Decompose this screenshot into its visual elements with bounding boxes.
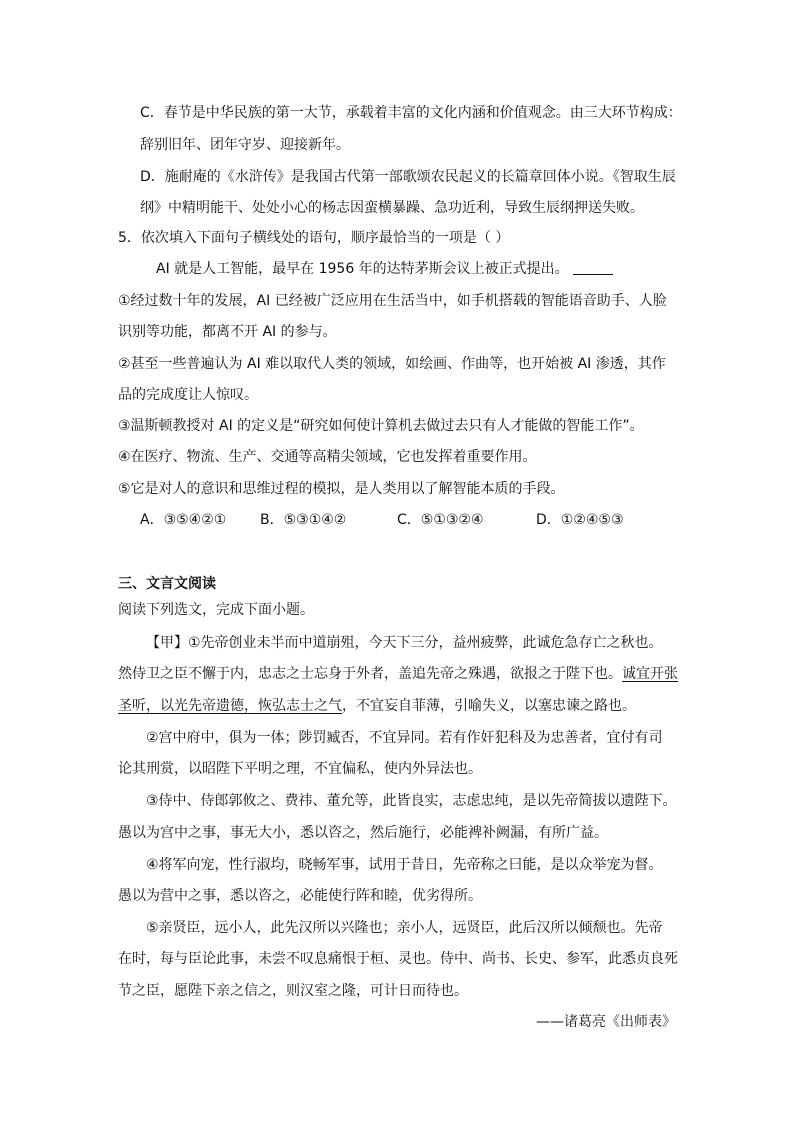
option-b: B．⑤③①④②	[260, 512, 347, 528]
option-a: A．③⑤④②①	[140, 512, 227, 528]
question-5-lead-sentence	[156, 259, 613, 279]
passage-p4-line2: 愚以为营中之事，悉以咨之，必能使行阵和睦，优劣得所。	[118, 888, 482, 904]
answer-blank	[573, 260, 613, 275]
passage-p1-line1: 【甲】①先帝创业未半而中道崩殂，今天下三分，益州疲弊，此诚危急存亡之秋也。	[146, 635, 663, 651]
passage-p5-line1: ⑤亲贤臣，远小人，此先汉所以兴隆也；亲小人，远贤臣，此后汉所以倾颓也。先帝	[146, 920, 663, 936]
option-c-line1: C．春节是中华民族的第一大节，承载着丰富的文化内涵和价值观念。由三大环节构成：	[140, 105, 682, 121]
option-c: C．⑤①③②④	[397, 512, 484, 528]
option-c-line2: 辞别旧年、团年守岁、迎接新年。	[140, 137, 350, 153]
sentence-2-line2: 品的完成度让人惊叹。	[118, 387, 258, 403]
option-d-line1: D．施耐庵的《水浒传》是我国古代第一部歌颂农民起义的长篇章回体小说。《智取生辰	[140, 169, 676, 185]
passage-attribution: ——诸葛亮《出师表》	[536, 1014, 676, 1030]
sentence-1-line2: 识别等功能，都离不开 AI 的参与。	[118, 324, 337, 340]
passage-p1-line3-text: ，不宜妄自菲薄，引喻失义，以塞忠谏之路也。	[342, 698, 636, 714]
section-heading: 三、文言文阅读	[118, 576, 216, 592]
passage-p1-line2-text: 然侍卫之臣不懈于内，忠志之士忘身于外者，盖追先帝之殊遇，欲报之于陛下也。	[118, 666, 622, 682]
passage-p2-line2: 论其刑赏，以昭陛下平明之理，不宜偏私，使内外异法也。	[118, 761, 482, 777]
option-d: D．①②④⑤③	[536, 512, 624, 528]
underlined-phrase-end: 圣听，以光先帝遗德，恢弘志士之气	[118, 698, 342, 714]
sentence-1-line1: ①经过数十年的发展，AI 已经被广泛应用在生活当中，如手机搭载的智能语音助手、人脸	[118, 293, 667, 309]
sentence-2-line1: ②甚至一些普遍认为 AI 难以取代人类的领域，如绘画、作曲等，也开始被 AI 渗透，其作	[118, 356, 666, 372]
passage-p5-line2: 在时，每与臣论此事，未尝不叹息痛恨于桓、灵也。侍中、尚书、长史、参军，此悉贞良死	[118, 951, 678, 967]
passage-p5-line3: 节之臣，愿陛下亲之信之，则汉室之隆，可计日而待也。	[118, 983, 468, 999]
passage-p3-line1: ③侍中、侍郎郭攸之、费祎、董允等，此皆良实，志虑忠纯，是以先帝简拔以遗陛下。	[146, 793, 677, 809]
passage-p4-line1: ④将军向宠，性行淑均，晓畅军事，试用于昔日，先帝称之曰能，是以众举宠为督。	[146, 857, 663, 873]
section-instruction: 阅读下列选文，完成下面小题。	[118, 602, 314, 618]
passage-p1-line2	[118, 664, 678, 684]
passage-p3-line2: 愚以为宫中之事，事无大小，悉以咨之，然后施行，必能裨补阙漏，有所广益。	[118, 825, 608, 841]
sentence-3: ③温斯顿教授对 AI 的定义是“研究如何使计算机去做过去只有人才能做的智能工作”。	[118, 418, 644, 434]
passage-p2-line1: ②宫中府中，俱为一体；陟罚臧否，不宜异同。若有作奸犯科及为忠善者，宜付有司	[146, 730, 663, 746]
sentence-4: ④在医疗、物流、生产、交通等高精尖领域，它也发挥着重要作用。	[118, 449, 537, 465]
question-5-options	[140, 510, 624, 530]
question-5-lead-text: AI 就是人工智能，最早在 1956 年的达特茅斯会议上被正式提出。	[156, 261, 569, 277]
passage-p1-line3	[118, 696, 636, 716]
question-5-stem: 5．依次填入下面句子横线处的语句，顺序最恰当的一项是（ ）	[118, 230, 510, 246]
option-d-line2: 纲》中精明能干、处处小心的杨志因蛮横暴躁、急功近利，导致生辰纲押送失败。	[140, 200, 644, 216]
underlined-phrase-start: 诚宜开张	[622, 666, 678, 682]
sentence-5: ⑤它是对人的意识和思维过程的模拟，是人类用以了解智能本质的手段。	[118, 481, 565, 497]
